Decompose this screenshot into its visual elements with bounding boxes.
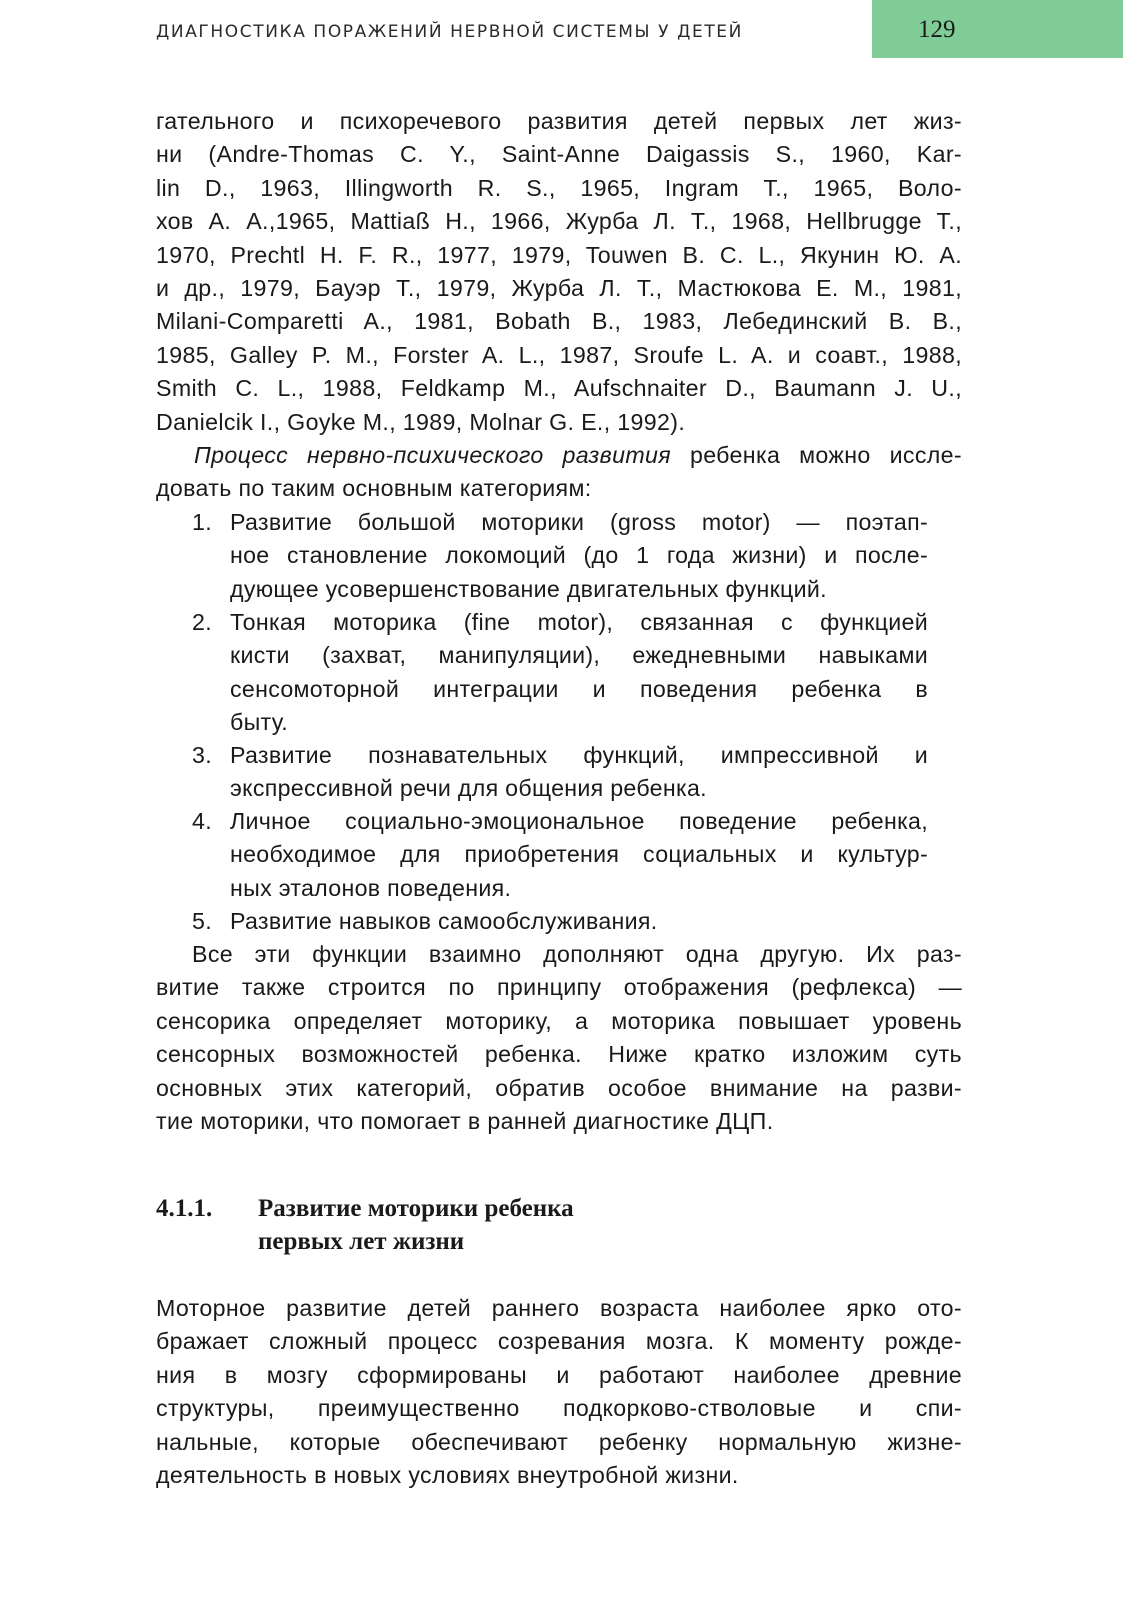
- list-item: [156, 805, 928, 905]
- text-line: ния в мозгу сформированы и работают наиболее древние: [156, 1361, 962, 1388]
- text-line: хов А. А.,1965, Mattiaß H., 1966, Журба Л. Т., 1968, Hellbrugge T.,: [156, 208, 962, 235]
- section-title-line: первых лет жизни: [258, 1228, 465, 1255]
- text-line: бражает сложный процесс созревания мозга. К моменту рожде-: [156, 1328, 962, 1355]
- text-line: гательного и психоречевого развития детей первых лет жиз-: [156, 108, 962, 134]
- section-title-line: Развитие моторики ребенка: [258, 1195, 574, 1222]
- text-line: сенсорика определяет моторику, а моторика повышает уровень: [156, 1007, 962, 1034]
- text-line: дующее усовершенствование двигательных функций.: [230, 575, 827, 602]
- list-item: [156, 606, 928, 740]
- text-line: сенсорных возможностей ребенка. Ниже кратко изложим суть: [156, 1041, 962, 1068]
- text-line: Развитие познавательных функций, импрессивной и: [230, 742, 928, 768]
- paragraph-references: [156, 105, 962, 439]
- text-line: довать по таким основным категориям:: [156, 475, 592, 502]
- list-number: 5.: [192, 908, 212, 934]
- text-line: нальные, которые обеспечивают ребенку нормальную жизне-: [156, 1428, 962, 1455]
- text-line: сенсомоторной интеграции и поведения ребенка в: [230, 675, 928, 702]
- page-number: 129: [918, 16, 956, 43]
- text-line: lin D., 1963, Illingworth R. S., 1965, Ingram T., 1965, Воло-: [156, 174, 962, 201]
- list-item: [156, 506, 928, 606]
- text-line: ное становление локомоций (до 1 года жизни) и после-: [230, 542, 928, 569]
- text-line: кисти (захват, манипуляции), ежедневными навыками: [230, 642, 928, 669]
- text-line: 1970, Prechtl H. F. R., 1977, 1979, Touwen B. C. L., Якунин Ю. А.: [156, 241, 962, 268]
- paragraph-summary: [156, 938, 962, 1138]
- text-line: тие моторики, что помогает в ранней диагностике ДЦП.: [156, 1108, 774, 1135]
- text-line: и др., 1979, Бауэр Т., 1979, Журба Л. Т., Мастюкова Е. М., 1981,: [156, 275, 962, 302]
- text-line: экспрессивной речи для общения ребенка.: [230, 775, 707, 802]
- list-number: 2.: [192, 609, 212, 635]
- list-number: 1.: [192, 509, 212, 535]
- text-line: быту.: [230, 709, 289, 736]
- paragraph-intro: [156, 439, 962, 506]
- text-fragment: ребенка можно иссле-: [671, 442, 962, 468]
- text-line: основных этих категорий, обратив особое внимание на разви-: [156, 1074, 962, 1101]
- text-line: [156, 439, 962, 472]
- section-title: [258, 1192, 574, 1258]
- text-line: необходимое для приобретения социальных и культур-: [230, 841, 928, 868]
- running-title: ДИАГНОСТИКА ПОРАЖЕНИЙ НЕРВНОЙ СИСТЕМЫ У ДЕТЕЙ: [156, 22, 743, 42]
- text-line: ных эталонов поведения.: [230, 874, 512, 901]
- list-number: 4.: [192, 808, 212, 834]
- text-line: 1985, Galley P. M., Forster A. L., 1987, Sroufe L. A. и соавт., 1988,: [156, 341, 962, 368]
- text-line: Milani-Comparetti A., 1981, Bobath B., 1983, Лебединский В. В.,: [156, 308, 962, 335]
- text-line: витие также строится по принципу отображения (рефлекса) —: [156, 974, 962, 1001]
- text-line: деятельность в новых условиях внеутробной жизни.: [156, 1462, 739, 1489]
- list-item: [156, 739, 928, 806]
- text-line: Личное социально-эмоциональное поведение ребенка,: [230, 808, 928, 834]
- text-line: структуры, преимущественно подкорково-стволовые и спи-: [156, 1395, 962, 1422]
- text-line: Тонкая моторика (fine motor), связанная с функцией: [230, 609, 928, 635]
- text-line: Моторное развитие детей раннего возраста наиболее ярко ото-: [156, 1295, 962, 1321]
- section-number: 4.1.1.: [156, 1195, 213, 1222]
- list-item: [156, 905, 928, 938]
- text-line: ни (Andre-Thomas C. Y., Saint-Anne Daigassis S., 1960, Kar-: [156, 141, 962, 168]
- list-number: 3.: [192, 742, 212, 768]
- italic-term: Процесс нервно-психического развития: [194, 442, 672, 468]
- text-line: Развитие навыков самообслуживания.: [230, 908, 658, 934]
- text-line: Развитие большой моторики (gross motor) — поэтап-: [230, 509, 928, 535]
- page-number-tab: [872, 0, 1123, 58]
- text-line: Smith C. L., 1988, Feldkamp M., Aufschnaiter D., Baumann J. U.,: [156, 375, 962, 402]
- text-line: Все эти функции взаимно дополняют одна другую. Их раз-: [192, 941, 962, 967]
- paragraph-motor-development: [156, 1292, 962, 1492]
- text-line: Danielcik I., Goyke M., 1989, Molnar G. E., 1992).: [156, 408, 686, 435]
